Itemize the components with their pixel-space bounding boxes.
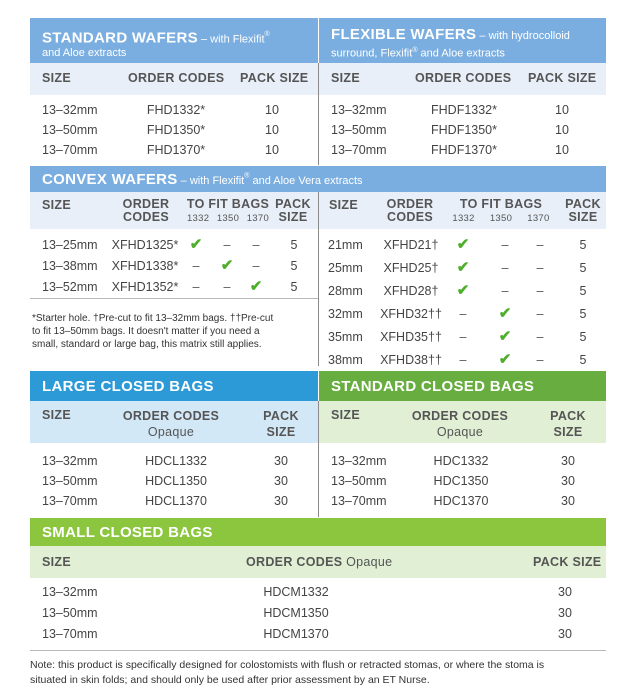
pack-size-cell: 30 <box>558 627 572 641</box>
small-closed-bags-header <box>30 518 606 546</box>
pack-size-cell: 30 <box>558 585 572 599</box>
col-pack-size: PACK SIZE <box>240 71 309 85</box>
divider <box>318 192 319 366</box>
order-code-cell: XFHD38†† <box>380 353 442 367</box>
footnote: Note: this product is specifically designed for colostomists with flush or retracted stomas, or where the stoma is situated in skin folds; and should only be used after prior assessment by an ET Nurse. <box>30 659 545 686</box>
col-pack-size: PACK SIZE <box>528 71 597 85</box>
dash-mark: – <box>223 280 231 294</box>
pack-size-cell: 30 <box>274 494 288 508</box>
dash-mark: – <box>501 284 509 298</box>
pack-size-cell: 30 <box>274 454 288 468</box>
size-cell: 13–50mm <box>42 474 98 488</box>
col-order-codes: ORDER CODES Opaque <box>246 555 393 569</box>
pack-size-cell: 10 <box>555 143 569 157</box>
dash-mark: – <box>459 307 467 321</box>
pack-size-cell: 5 <box>579 284 587 298</box>
divider <box>318 63 319 165</box>
dash-mark: – <box>501 238 509 252</box>
col-order-codes: ORDER CODES <box>122 197 170 224</box>
size-cell: 13–32mm <box>42 103 98 117</box>
dash-mark: – <box>536 284 544 298</box>
col-order-codes: ORDER CODES <box>386 197 434 224</box>
pack-size-cell: 5 <box>290 259 298 273</box>
check-icon: ✔ <box>498 328 512 345</box>
standard-wafers-subtitle-2: and Aloe extracts <box>42 47 127 60</box>
large-closed-bags-title: LARGE CLOSED BAGS <box>42 378 214 395</box>
size-cell: 13–52mm <box>42 280 98 294</box>
size-cell: 13–32mm <box>331 454 387 468</box>
dash-mark: – <box>252 259 260 273</box>
convex-wafers-title: CONVEX WAFERS <box>42 171 178 188</box>
size-cell: 21mm <box>328 238 363 252</box>
pack-size-cell: 30 <box>561 494 575 508</box>
pack-size-cell: 5 <box>579 238 587 252</box>
order-code-cell: HDCM1370 <box>263 627 329 641</box>
col-size: SIZE <box>42 71 71 85</box>
pack-size-cell: 30 <box>274 474 288 488</box>
dash-mark: – <box>459 353 467 367</box>
col-size: SIZE <box>42 555 71 569</box>
order-code-cell: FHD1332* <box>146 103 206 117</box>
pack-size-cell: 30 <box>561 474 575 488</box>
size-cell: 25mm <box>328 261 363 275</box>
order-code-cell: HDCL1350 <box>145 474 207 488</box>
order-code-cell: HDC1350 <box>433 474 489 488</box>
convex-wafers-subtitle: – with Flexifit <box>177 175 245 187</box>
check-icon: ✔ <box>498 351 512 368</box>
pack-size-cell: 5 <box>579 307 587 321</box>
col-size: SIZE <box>42 408 71 422</box>
order-code-cell: HDC1332 <box>433 454 489 468</box>
size-cell: 32mm <box>328 307 363 321</box>
dash-mark: – <box>536 330 544 344</box>
check-icon: ✔ <box>220 257 234 274</box>
divider <box>318 401 319 517</box>
small-closed-bags-title: SMALL CLOSED BAGS <box>42 524 213 541</box>
size-cell: 13–50mm <box>331 474 387 488</box>
pack-size-cell: 10 <box>265 103 279 117</box>
order-code-cell: HDCL1332 <box>145 454 207 468</box>
size-cell: 13–70mm <box>331 143 387 157</box>
size-cell: 38mm <box>328 353 363 367</box>
order-code-cell: XFHD21† <box>383 238 439 252</box>
order-code-cell: FHDF1332* <box>431 103 497 117</box>
check-icon: ✔ <box>456 259 470 276</box>
col-size: SIZE <box>331 408 360 422</box>
pack-size-cell: 5 <box>290 280 298 294</box>
dash-mark: – <box>459 330 467 344</box>
size-cell: 13–32mm <box>331 103 387 117</box>
col-pack-size: PACK SIZE <box>533 555 602 569</box>
dash-mark: – <box>192 259 200 273</box>
order-code-cell: XFHD32†† <box>380 307 442 321</box>
col-order-codes: ORDER CODES <box>415 71 512 85</box>
standard-closed-bags-title: STANDARD CLOSED BAGS <box>331 378 535 395</box>
order-code-cell: HDCM1332 <box>263 585 329 599</box>
flexible-wafers-title: FLEXIBLE WAFERS <box>331 26 477 43</box>
order-code-cell: HDCM1350 <box>263 606 329 620</box>
col-to-fit-bags: TO FIT BAGS 1332 1350 1370 <box>186 197 270 224</box>
size-cell: 13–50mm <box>331 123 387 137</box>
check-icon: ✔ <box>456 236 470 253</box>
pack-size-cell: 30 <box>561 454 575 468</box>
dash-mark: – <box>223 238 231 252</box>
large-closed-bags-header <box>30 371 318 401</box>
size-cell: 13–38mm <box>42 259 98 273</box>
size-cell: 13–70mm <box>42 494 98 508</box>
order-code-cell: XFHD1352* <box>111 280 179 294</box>
convex-wafers-header: CONVEX WAFERS – with Flexifit® and Aloe Vera extracts <box>30 166 606 192</box>
pack-size-cell: 10 <box>265 123 279 137</box>
pack-size-cell: 30 <box>558 606 572 620</box>
dash-mark: – <box>501 261 509 275</box>
size-cell: 13–32mm <box>42 454 98 468</box>
dash-mark: – <box>536 353 544 367</box>
order-code-cell: FHDF1350* <box>431 123 497 137</box>
size-cell: 13–25mm <box>42 238 98 252</box>
order-code-cell: HDCL1370 <box>145 494 207 508</box>
order-code-cell: XFHD28† <box>383 284 439 298</box>
check-icon: ✔ <box>498 305 512 322</box>
standard-wafers-header: STANDARD WAFERS – with Flexifit® and Aloe extracts <box>30 18 318 63</box>
check-icon: ✔ <box>249 278 263 295</box>
order-code-cell: XFHD35†† <box>380 330 442 344</box>
flexible-wafers-subtitle-2: surround, Flexifit <box>331 47 413 60</box>
size-cell: 13–50mm <box>42 606 98 620</box>
col-to-fit-bags: TO FIT BAGS 1332 1350 1370 <box>452 197 550 224</box>
size-cell: 13–70mm <box>42 627 98 641</box>
standard-wafers-subtitle: – with Flexifit <box>197 33 265 46</box>
col-pack-size: PACK SIZE <box>565 197 601 224</box>
dash-mark: – <box>252 238 260 252</box>
footer-rule <box>30 650 606 651</box>
pack-size-cell: 5 <box>579 261 587 275</box>
col-size: SIZE <box>331 71 360 85</box>
pack-size-cell: 5 <box>290 238 298 252</box>
pack-size-cell: 5 <box>579 330 587 344</box>
col-size: SIZE <box>329 198 358 212</box>
col-pack-size: PACK SIZE <box>550 409 586 439</box>
pack-size-cell: 10 <box>555 103 569 117</box>
order-code-cell: FHD1370* <box>146 143 206 157</box>
standard-closed-bags-header <box>319 371 606 401</box>
col-pack-size: PACK SIZE <box>275 197 311 224</box>
col-order-codes: ORDER CODES Opaque <box>411 409 509 439</box>
flexible-wafers-header: FLEXIBLE WAFERS – with hydrocolloid surround, Flexifit® and Aloe extracts <box>319 18 606 63</box>
pack-size-cell: 10 <box>555 123 569 137</box>
col-pack-size: PACK SIZE <box>263 409 299 439</box>
order-code-cell: XFHD1325* <box>111 238 179 252</box>
col-order-codes: ORDER CODES Opaque <box>122 409 220 439</box>
check-icon: ✔ <box>189 236 203 253</box>
order-code-cell: XFHD25† <box>383 261 439 275</box>
dash-mark: – <box>192 280 200 294</box>
convex-note: *Starter hole. †Pre-cut to fit 13–32mm bags. ††Pre-cut to fit 13–50mm bags. It doesn't matter if you need a small, standard or large bag, this matrix still applies. <box>32 313 274 350</box>
order-code-cell: HDC1370 <box>433 494 489 508</box>
dash-mark: – <box>536 307 544 321</box>
pack-size-cell: 5 <box>579 353 587 367</box>
size-cell: 13–70mm <box>42 143 98 157</box>
col-size: SIZE <box>42 198 71 212</box>
size-cell: 13–50mm <box>42 123 98 137</box>
col-order-codes: ORDER CODES <box>128 71 225 85</box>
convex-rule <box>30 298 318 299</box>
flexible-wafers-subtitle: – with hydrocolloid <box>476 30 570 42</box>
check-icon: ✔ <box>456 282 470 299</box>
pack-size-cell: 10 <box>265 143 279 157</box>
order-code-cell: XFHD1338* <box>111 259 179 273</box>
order-code-cell: FHDF1370* <box>431 143 497 157</box>
size-cell: 13–70mm <box>331 494 387 508</box>
size-cell: 13–32mm <box>42 585 98 599</box>
standard-wafers-title: STANDARD WAFERS <box>42 29 198 47</box>
dash-mark: – <box>536 238 544 252</box>
order-code-cell: FHD1350* <box>146 123 206 137</box>
size-cell: 28mm <box>328 284 363 298</box>
size-cell: 35mm <box>328 330 363 344</box>
dash-mark: – <box>536 261 544 275</box>
